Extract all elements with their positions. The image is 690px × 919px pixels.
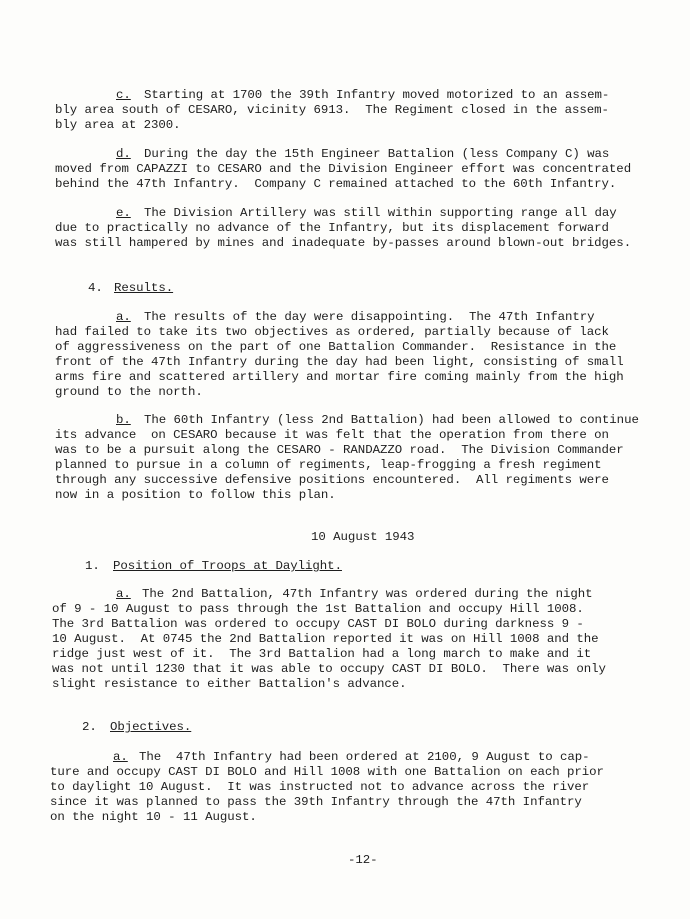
- paragraph-line: arms fire and scattered artillery and mortar fire coming mainly from the high: [55, 370, 624, 384]
- paragraph-marker: a.: [116, 587, 131, 601]
- paragraph-line: The 60th Infantry (less 2nd Battalion) had been allowed to continue: [144, 413, 639, 427]
- paragraph-line: 10 August. At 0745 the 2nd Battalion reported it was on Hill 1008 and the: [52, 632, 599, 646]
- paragraph-line: The 2nd Battalion, 47th Infantry was ordered during the night: [142, 587, 593, 601]
- paragraph-line: of 9 - 10 August to pass through the 1st Battalion and occupy Hill 1008.: [52, 602, 584, 616]
- paragraph-line: had failed to take its two objectives as ordered, partially because of lack: [55, 325, 609, 339]
- paragraph-line: The 3rd Battalion was ordered to occupy CAST DI BOLO during darkness 9 -: [52, 617, 584, 631]
- section-number: 1.: [85, 559, 100, 573]
- paragraph-line: was still hampered by mines and inadequate by-passes around blown-out bridges.: [55, 236, 632, 250]
- paragraph-line: The 47th Infantry had been ordered at 2100, 9 August to cap-: [139, 750, 590, 764]
- paragraph-line: since it was planned to pass the 39th Infantry through the 47th Infantry: [50, 795, 582, 809]
- page-number: -12-: [348, 853, 378, 867]
- paragraph-line: Starting at 1700 the 39th Infantry moved motorized to an assem-: [144, 88, 610, 102]
- paragraph-line: During the day the 15th Engineer Battalion (less Company C) was: [144, 147, 610, 161]
- paragraph-marker: a.: [116, 310, 131, 324]
- section-heading: Position of Troops at Daylight.: [113, 559, 342, 573]
- paragraph-line: planned to pursue in a column of regiments, leap-frogging a fresh regiment: [55, 458, 602, 472]
- paragraph-line: slight resistance to either Battalion's advance.: [52, 677, 407, 691]
- paragraph-line: on the night 10 - 11 August.: [50, 810, 257, 824]
- paragraph-line: bly area south of CESARO, vicinity 6913. The Regiment closed in the assem-: [55, 103, 609, 117]
- paragraph-line: moved from CAPAZZI to CESARO and the Division Engineer effort was concentrated: [55, 162, 632, 176]
- paragraph-line: its advance on CESARO because it was felt that the operation from there on: [55, 428, 609, 442]
- paragraph-line: The Division Artillery was still within supporting range all day: [144, 206, 617, 220]
- paragraph-marker: a.: [113, 750, 128, 764]
- paragraph-line: of aggressiveness on the part of one Battalion Commander. Resistance in the: [55, 340, 617, 354]
- paragraph-line: ture and occupy CAST DI BOLO and Hill 1008 with one Battalion on each prior: [50, 765, 604, 779]
- paragraph-marker: d.: [116, 147, 131, 161]
- section-number: 4.: [88, 281, 103, 295]
- paragraph-line: due to practically no advance of the Infantry, but its displacement forward: [55, 221, 609, 235]
- section-heading: Objectives.: [110, 720, 192, 734]
- paragraph-line: The results of the day were disappointing. The 47th Infantry: [144, 310, 595, 324]
- paragraph-line: behind the 47th Infantry. Company C remained attached to the 60th Infantry.: [55, 177, 617, 191]
- paragraph-line: ridge just west of it. The 3rd Battalion had a long march to make and it: [52, 647, 592, 661]
- section-number: 2.: [82, 720, 97, 734]
- paragraph-line: through any successive defensive positions encountered. All regiments were: [55, 473, 609, 487]
- paragraph-marker: c.: [116, 88, 131, 102]
- paragraph-line: to daylight 10 August. It was instructed not to advance across the river: [50, 780, 590, 794]
- paragraph-line: was not until 1230 that it was able to occupy CAST DI BOLO. There was only: [52, 662, 606, 676]
- date-heading: 10 August 1943: [311, 530, 415, 544]
- paragraph-line: now in a position to follow this plan.: [55, 488, 336, 502]
- section-heading: Results.: [114, 281, 174, 295]
- paragraph-line: front of the 47th Infantry during the day had been light, consisting of small: [55, 355, 624, 369]
- paragraph-marker: e.: [116, 206, 131, 220]
- paragraph-line: bly area at 2300.: [55, 118, 181, 132]
- paragraph-marker: b.: [116, 413, 131, 427]
- paragraph-line: was to be a pursuit along the CESARO - RANDAZZO road. The Division Commander: [55, 443, 624, 457]
- paragraph-line: ground to the north.: [55, 385, 203, 399]
